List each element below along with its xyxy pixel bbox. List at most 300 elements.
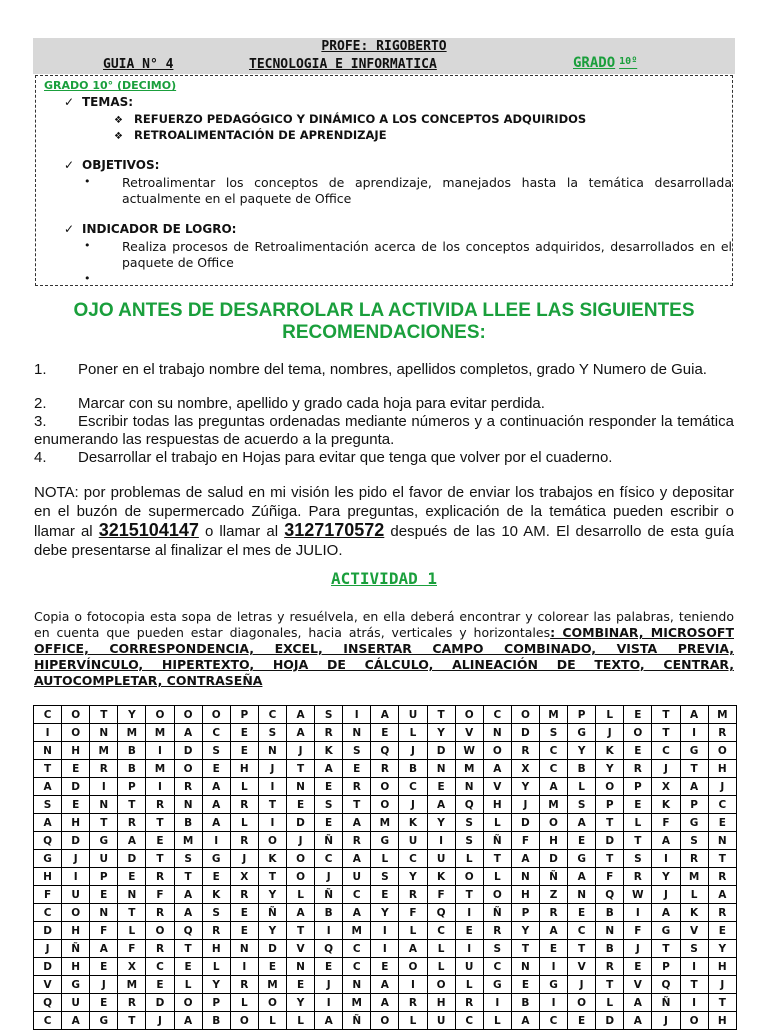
grid-cell: M bbox=[146, 724, 174, 742]
grid-cell: B bbox=[568, 760, 596, 778]
grid-cell: G bbox=[34, 850, 62, 868]
grid-cell: A bbox=[371, 976, 399, 994]
diamond-bullet-icon: ❖ bbox=[114, 131, 123, 142]
grid-cell: R bbox=[399, 994, 427, 1012]
grid-cell: D bbox=[511, 814, 539, 832]
grid-cell: Y bbox=[511, 778, 539, 796]
grid-cell: N bbox=[483, 724, 511, 742]
grid-cell: L bbox=[371, 850, 399, 868]
grid-cell: H bbox=[62, 922, 90, 940]
grid-cell: J bbox=[315, 868, 343, 886]
grid-cell: E bbox=[286, 796, 314, 814]
grid-cell: S bbox=[315, 706, 343, 724]
grid-cell: T bbox=[483, 850, 511, 868]
grid-cell: M bbox=[539, 796, 567, 814]
grid-cell: V bbox=[34, 976, 62, 994]
grid-cell: R bbox=[118, 994, 146, 1012]
grid-row bbox=[34, 850, 737, 868]
grid-cell: U bbox=[62, 886, 90, 904]
grid-cell: N bbox=[90, 796, 118, 814]
grid-cell: T bbox=[652, 706, 680, 724]
grid-cell: T bbox=[652, 940, 680, 958]
grade-word: GRADO bbox=[573, 55, 616, 71]
grid-cell: C bbox=[34, 904, 62, 922]
grid-cell: O bbox=[455, 868, 483, 886]
grid-cell: O bbox=[286, 850, 314, 868]
grid-cell: I bbox=[652, 850, 680, 868]
grid-cell: R bbox=[315, 724, 343, 742]
grid-cell: D bbox=[596, 832, 624, 850]
grid-cell: R bbox=[230, 832, 258, 850]
grid-cell: A bbox=[343, 850, 371, 868]
grid-cell: R bbox=[343, 832, 371, 850]
grid-cell: L bbox=[680, 886, 708, 904]
grid-cell: T bbox=[624, 832, 652, 850]
item-number: 2. bbox=[34, 395, 47, 412]
grid-cell: C bbox=[343, 940, 371, 958]
grid-cell: R bbox=[146, 904, 174, 922]
item-text: Desarrollar el trabajo en Hojas para evitar que tenga que volver por el cuaderno. bbox=[78, 449, 613, 466]
grid-row bbox=[34, 922, 737, 940]
tema-text: REFUERZO PEDAGÓGICO Y DINÁMICO A LOS CONCEPTOS ADQUIRIDOS bbox=[134, 112, 587, 126]
grid-cell: A bbox=[315, 760, 343, 778]
grid-cell: Q bbox=[455, 796, 483, 814]
grid-cell: F bbox=[427, 886, 455, 904]
grid-cell: O bbox=[568, 994, 596, 1012]
grid-cell: G bbox=[483, 976, 511, 994]
indicador-heading bbox=[64, 222, 236, 236]
grid-cell: I bbox=[146, 742, 174, 760]
grid-cell: S bbox=[680, 940, 708, 958]
grid-cell: U bbox=[399, 832, 427, 850]
grid-cell: S bbox=[315, 796, 343, 814]
grid-cell: D bbox=[34, 958, 62, 976]
grid-cell: Y bbox=[371, 904, 399, 922]
grid-row bbox=[34, 778, 737, 796]
grid-cell: G bbox=[680, 742, 708, 760]
nota-paragraph bbox=[34, 483, 734, 560]
grid-cell: J bbox=[230, 850, 258, 868]
grid-cell: O bbox=[708, 742, 736, 760]
grid-cell: I bbox=[62, 868, 90, 886]
grid-cell: T bbox=[258, 868, 286, 886]
grid-cell: N bbox=[286, 958, 314, 976]
grid-cell: I bbox=[371, 922, 399, 940]
grid-cell: M bbox=[455, 760, 483, 778]
grid-cell: H bbox=[427, 994, 455, 1012]
grid-row bbox=[34, 706, 737, 724]
grid-cell: Ñ bbox=[483, 904, 511, 922]
grid-cell: A bbox=[315, 1012, 343, 1030]
grid-cell: U bbox=[427, 850, 455, 868]
grid-cell: O bbox=[371, 796, 399, 814]
grid-cell: M bbox=[118, 976, 146, 994]
grid-cell: A bbox=[343, 904, 371, 922]
grade-decimo-label: GRADO 10° (DECIMO) bbox=[44, 79, 177, 92]
grid-cell: E bbox=[230, 742, 258, 760]
grid-cell: B bbox=[202, 1012, 230, 1030]
grid-cell: E bbox=[708, 922, 736, 940]
grid-cell: L bbox=[483, 1012, 511, 1030]
item-text: Escribir todas las preguntas ordenadas mediante números y a continuación responder la temática enumerando las respuestas de acuerdo a la pregunta. bbox=[34, 413, 734, 448]
grid-cell: X bbox=[118, 958, 146, 976]
grid-cell: G bbox=[680, 814, 708, 832]
grid-cell: H bbox=[62, 742, 90, 760]
grid-cell: X bbox=[652, 778, 680, 796]
indicador-text: Realiza procesos de Retroalimentación acerca de los conceptos adquiridos, desarrollados en el paquete de Office bbox=[122, 239, 732, 270]
nota-text: después de las 10 AM. El desarrollo de esta guía debe presentarse al finalizar el mes de JULIO. bbox=[34, 523, 734, 559]
grid-cell: T bbox=[118, 1012, 146, 1030]
grid-cell: N bbox=[118, 886, 146, 904]
grid-cell: J bbox=[399, 796, 427, 814]
grid-cell: G bbox=[652, 922, 680, 940]
grid-cell: N bbox=[343, 724, 371, 742]
grid-cell: A bbox=[511, 850, 539, 868]
grid-cell: Ñ bbox=[62, 940, 90, 958]
grid-cell: O bbox=[286, 868, 314, 886]
grid-cell: D bbox=[286, 814, 314, 832]
item-number: 4. bbox=[34, 449, 47, 466]
grid-cell: T bbox=[596, 850, 624, 868]
grid-cell: A bbox=[202, 796, 230, 814]
grid-cell: E bbox=[343, 760, 371, 778]
bullet-icon: • bbox=[84, 272, 91, 285]
activity-instructions bbox=[34, 609, 734, 689]
grid-cell: E bbox=[286, 976, 314, 994]
grid-cell: L bbox=[568, 778, 596, 796]
grid-cell: O bbox=[399, 958, 427, 976]
grid-cell: A bbox=[483, 760, 511, 778]
grid-cell: O bbox=[230, 1012, 258, 1030]
grid-cell: J bbox=[90, 976, 118, 994]
grid-cell: O bbox=[511, 706, 539, 724]
grid-cell: R bbox=[230, 796, 258, 814]
grid-cell: T bbox=[174, 868, 202, 886]
grid-cell: T bbox=[680, 976, 708, 994]
grid-cell: A bbox=[680, 778, 708, 796]
grid-cell: J bbox=[286, 832, 314, 850]
grid-cell: I bbox=[343, 706, 371, 724]
grid-cell: J bbox=[708, 778, 736, 796]
grid-cell: O bbox=[62, 724, 90, 742]
grid-cell: C bbox=[146, 958, 174, 976]
grid-cell: T bbox=[596, 976, 624, 994]
bullet-icon: • bbox=[84, 175, 91, 188]
grid-cell: A bbox=[568, 814, 596, 832]
grid-cell: R bbox=[624, 868, 652, 886]
grid-cell: A bbox=[202, 778, 230, 796]
grid-cell: O bbox=[455, 706, 483, 724]
grid-cell: B bbox=[118, 742, 146, 760]
grid-cell: L bbox=[483, 868, 511, 886]
grid-cell: L bbox=[258, 1012, 286, 1030]
grid-cell: A bbox=[343, 814, 371, 832]
grid-cell: Q bbox=[652, 976, 680, 994]
grid-cell: V bbox=[624, 976, 652, 994]
grid-cell: L bbox=[399, 724, 427, 742]
grid-cell: H bbox=[34, 868, 62, 886]
grid-cell: R bbox=[539, 904, 567, 922]
grid-cell: O bbox=[202, 706, 230, 724]
grid-cell: E bbox=[90, 958, 118, 976]
grid-cell: Q bbox=[596, 886, 624, 904]
grid-cell: A bbox=[708, 886, 736, 904]
grid-cell: L bbox=[455, 976, 483, 994]
grid-cell: I bbox=[315, 922, 343, 940]
grid-cell: D bbox=[539, 850, 567, 868]
grid-cell: P bbox=[596, 796, 624, 814]
grid-cell: L bbox=[427, 958, 455, 976]
grid-cell: T bbox=[708, 850, 736, 868]
grid-cell: T bbox=[427, 706, 455, 724]
grid-cell: P bbox=[118, 778, 146, 796]
grid-cell: F bbox=[399, 904, 427, 922]
grid-cell: T bbox=[174, 940, 202, 958]
grid-cell: J bbox=[652, 1012, 680, 1030]
grid-cell: F bbox=[596, 868, 624, 886]
grid-cell: H bbox=[230, 760, 258, 778]
grid-cell: E bbox=[62, 760, 90, 778]
grid-cell: B bbox=[399, 760, 427, 778]
grid-cell: I bbox=[483, 994, 511, 1012]
grid-cell: Ñ bbox=[539, 868, 567, 886]
grid-cell: A bbox=[652, 904, 680, 922]
grid-cell: Y bbox=[258, 922, 286, 940]
grid-cell: P bbox=[652, 958, 680, 976]
grid-cell: S bbox=[34, 796, 62, 814]
grid-cell: H bbox=[62, 958, 90, 976]
grid-cell: E bbox=[202, 868, 230, 886]
grid-cell: L bbox=[286, 886, 314, 904]
grid-cell: E bbox=[427, 778, 455, 796]
grid-cell: L bbox=[202, 958, 230, 976]
grid-cell: K bbox=[652, 796, 680, 814]
grid-cell: L bbox=[427, 940, 455, 958]
grid-cell: E bbox=[146, 976, 174, 994]
grid-cell: E bbox=[258, 958, 286, 976]
grid-cell: S bbox=[539, 724, 567, 742]
grid-cell: T bbox=[343, 796, 371, 814]
grid-cell: I bbox=[399, 976, 427, 994]
grid-cell: N bbox=[511, 868, 539, 886]
grid-cell: E bbox=[455, 922, 483, 940]
grid-cell: M bbox=[118, 724, 146, 742]
grid-cell: E bbox=[708, 814, 736, 832]
tema-item bbox=[114, 112, 586, 126]
grid-cell: C bbox=[708, 796, 736, 814]
grid-cell: Q bbox=[315, 940, 343, 958]
grid-cell: Y bbox=[652, 868, 680, 886]
grid-cell: K bbox=[596, 742, 624, 760]
grid-cell: C bbox=[568, 922, 596, 940]
grid-cell: W bbox=[624, 886, 652, 904]
grid-cell: R bbox=[708, 724, 736, 742]
grid-cell: L bbox=[483, 814, 511, 832]
grid-cell: A bbox=[568, 868, 596, 886]
grid-row bbox=[34, 796, 737, 814]
grid-cell: I bbox=[624, 904, 652, 922]
grid-cell: N bbox=[90, 904, 118, 922]
grid-cell: E bbox=[624, 706, 652, 724]
grid-cell: V bbox=[680, 922, 708, 940]
grid-cell: I bbox=[680, 994, 708, 1012]
grid-cell: R bbox=[230, 976, 258, 994]
grid-cell: I bbox=[90, 778, 118, 796]
grid-cell: E bbox=[624, 958, 652, 976]
grid-cell: T bbox=[34, 760, 62, 778]
grid-cell: U bbox=[455, 958, 483, 976]
grid-cell: L bbox=[596, 706, 624, 724]
recommendation-item bbox=[34, 449, 734, 467]
grid-cell: Y bbox=[258, 886, 286, 904]
grid-cell: T bbox=[118, 796, 146, 814]
grid-cell: A bbox=[399, 940, 427, 958]
grid-cell: U bbox=[343, 868, 371, 886]
grid-cell: J bbox=[146, 1012, 174, 1030]
grid-cell: D bbox=[258, 940, 286, 958]
grid-cell: E bbox=[539, 940, 567, 958]
grid-cell: C bbox=[343, 886, 371, 904]
word-search-grid bbox=[33, 705, 737, 1030]
grid-cell: E bbox=[511, 976, 539, 994]
grid-cell: C bbox=[399, 778, 427, 796]
grid-row bbox=[34, 724, 737, 742]
grade-label bbox=[573, 55, 637, 71]
grid-cell: E bbox=[62, 796, 90, 814]
grid-cell: Ñ bbox=[315, 832, 343, 850]
grid-cell: J bbox=[568, 976, 596, 994]
grid-cell: R bbox=[624, 760, 652, 778]
grid-cell: R bbox=[146, 868, 174, 886]
grid-cell: T bbox=[146, 814, 174, 832]
grid-cell: M bbox=[343, 994, 371, 1012]
grid-cell: I bbox=[680, 958, 708, 976]
grid-cell: R bbox=[596, 958, 624, 976]
grid-cell: I bbox=[455, 904, 483, 922]
grid-cell: E bbox=[315, 814, 343, 832]
grid-cell: S bbox=[202, 904, 230, 922]
grid-cell: N bbox=[90, 724, 118, 742]
subject-title: TECNOLOGIA E INFORMATICA bbox=[249, 57, 437, 72]
grid-cell: N bbox=[343, 976, 371, 994]
grid-cell: I bbox=[34, 724, 62, 742]
grid-cell: A bbox=[371, 994, 399, 1012]
grid-cell: N bbox=[258, 742, 286, 760]
grid-cell: K bbox=[399, 814, 427, 832]
grid-cell: E bbox=[202, 760, 230, 778]
grid-cell: L bbox=[399, 1012, 427, 1030]
grid-cell: Q bbox=[34, 994, 62, 1012]
grid-cell: H bbox=[483, 796, 511, 814]
grid-cell: B bbox=[315, 904, 343, 922]
grid-cell: N bbox=[427, 760, 455, 778]
grid-cell: W bbox=[455, 742, 483, 760]
grid-row bbox=[34, 760, 737, 778]
grid-cell: I bbox=[230, 958, 258, 976]
grid-cell: E bbox=[118, 868, 146, 886]
grid-cell: C bbox=[483, 706, 511, 724]
grid-cell: A bbox=[680, 706, 708, 724]
grid-cell: N bbox=[511, 958, 539, 976]
grid-row bbox=[34, 940, 737, 958]
grid-cell: V bbox=[455, 724, 483, 742]
grid-cell: J bbox=[624, 940, 652, 958]
grid-cell: J bbox=[286, 742, 314, 760]
grid-cell: H bbox=[708, 760, 736, 778]
grid-cell: H bbox=[539, 832, 567, 850]
grid-cell: C bbox=[427, 922, 455, 940]
grid-cell: Y bbox=[118, 706, 146, 724]
grid-cell: P bbox=[90, 868, 118, 886]
grid-cell: M bbox=[258, 976, 286, 994]
grid-cell: M bbox=[371, 814, 399, 832]
grid-cell: T bbox=[118, 904, 146, 922]
grid-row bbox=[34, 1012, 737, 1030]
grid-cell: O bbox=[146, 922, 174, 940]
grid-cell: A bbox=[652, 832, 680, 850]
grid-cell: L bbox=[399, 922, 427, 940]
grid-cell: O bbox=[371, 778, 399, 796]
grade-number: 10º bbox=[619, 56, 638, 67]
grid-cell: C bbox=[539, 742, 567, 760]
grid-cell: N bbox=[230, 940, 258, 958]
grid-cell: L bbox=[286, 1012, 314, 1030]
grid-cell: I bbox=[258, 778, 286, 796]
grid-cell: L bbox=[455, 850, 483, 868]
grid-cell: O bbox=[539, 814, 567, 832]
grid-cell: Y bbox=[399, 868, 427, 886]
recommendation-item bbox=[34, 395, 734, 413]
grid-cell: R bbox=[371, 760, 399, 778]
grid-cell: O bbox=[624, 724, 652, 742]
grid-cell: E bbox=[315, 958, 343, 976]
grid-cell: E bbox=[174, 958, 202, 976]
grid-cell: A bbox=[174, 1012, 202, 1030]
grid-cell: S bbox=[680, 832, 708, 850]
grid-cell: A bbox=[202, 814, 230, 832]
grid-cell: R bbox=[511, 742, 539, 760]
grid-cell: A bbox=[427, 796, 455, 814]
grid-cell: U bbox=[399, 706, 427, 724]
grid-cell: O bbox=[258, 994, 286, 1012]
grid-cell: R bbox=[146, 796, 174, 814]
grid-cell: E bbox=[371, 958, 399, 976]
grid-cell: P bbox=[511, 904, 539, 922]
grid-row bbox=[34, 886, 737, 904]
grid-cell: I bbox=[455, 940, 483, 958]
grid-cell: C bbox=[652, 742, 680, 760]
grid-cell: C bbox=[539, 760, 567, 778]
grid-cell: Ñ bbox=[343, 1012, 371, 1030]
grid-cell: A bbox=[371, 706, 399, 724]
grid-cell: P bbox=[680, 796, 708, 814]
grid-cell: K bbox=[315, 742, 343, 760]
grid-cell: K bbox=[258, 850, 286, 868]
grid-row bbox=[34, 994, 737, 1012]
grid-cell: A bbox=[624, 994, 652, 1012]
grid-cell: T bbox=[90, 814, 118, 832]
grid-cell: D bbox=[146, 994, 174, 1012]
grid-cell: S bbox=[455, 814, 483, 832]
grid-cell: A bbox=[286, 706, 314, 724]
grid-cell: I bbox=[146, 778, 174, 796]
grid-cell: R bbox=[174, 778, 202, 796]
grid-cell: E bbox=[568, 832, 596, 850]
grid-cell: E bbox=[230, 922, 258, 940]
tema-text: RETROALIMENTACIÓN DE APRENDIZAJE bbox=[134, 128, 387, 142]
nota-text: o llamar al bbox=[198, 523, 285, 540]
grid-cell: E bbox=[568, 1012, 596, 1030]
